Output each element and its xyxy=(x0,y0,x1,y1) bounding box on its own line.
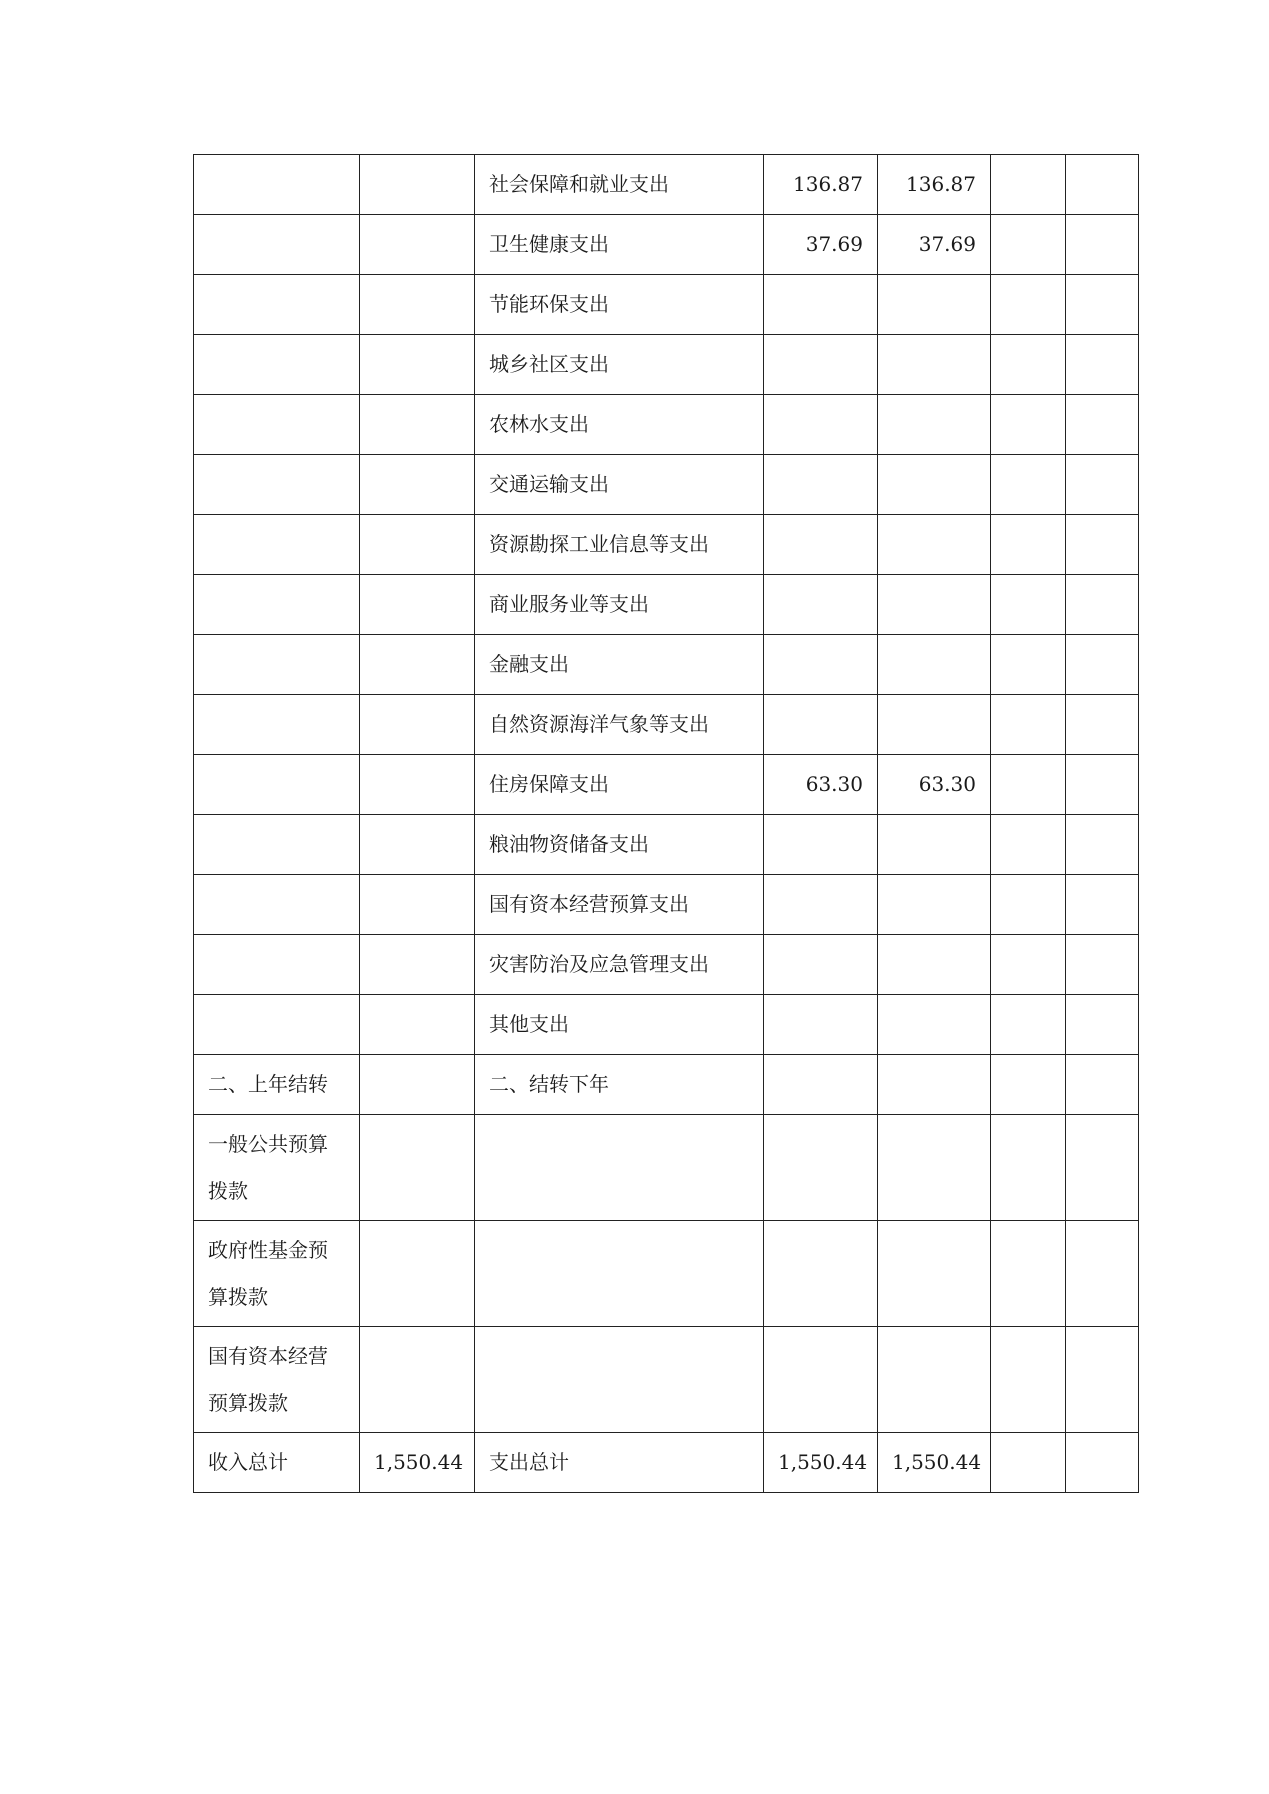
expense-fund-budget-cell xyxy=(991,275,1066,335)
income-item-cell xyxy=(194,815,360,875)
income-amount-cell: 1,550.44 xyxy=(360,1433,475,1493)
expense-total-cell xyxy=(764,695,878,755)
income-item-cell xyxy=(194,755,360,815)
expense-item-cell: 农林水支出 xyxy=(475,395,764,455)
expense-total-cell xyxy=(764,875,878,935)
income-amount-cell xyxy=(360,155,475,215)
expense-fund-budget-cell xyxy=(991,1115,1066,1221)
expense-state-capital-cell xyxy=(1066,695,1139,755)
income-item-cell: 收入总计 xyxy=(194,1433,360,1493)
income-amount-cell xyxy=(360,1327,475,1433)
income-amount-cell xyxy=(360,515,475,575)
expense-fund-budget-cell xyxy=(991,395,1066,455)
expense-general-budget-cell xyxy=(878,1327,991,1433)
table-row xyxy=(194,275,1139,335)
expense-state-capital-cell xyxy=(1066,215,1139,275)
expense-item-cell: 社会保障和就业支出 xyxy=(475,155,764,215)
expense-state-capital-cell xyxy=(1066,1115,1139,1221)
table-row xyxy=(194,1221,1139,1327)
income-amount-cell xyxy=(360,395,475,455)
income-amount-cell xyxy=(360,935,475,995)
expense-item-cell: 国有资本经营预算支出 xyxy=(475,875,764,935)
income-item-cell xyxy=(194,155,360,215)
income-item-cell xyxy=(194,215,360,275)
income-item-cell: 二、上年结转 xyxy=(194,1055,360,1115)
table-row xyxy=(194,155,1139,215)
expense-fund-budget-cell xyxy=(991,695,1066,755)
expense-state-capital-cell xyxy=(1066,155,1139,215)
table-row xyxy=(194,1433,1139,1493)
expense-fund-budget-cell xyxy=(991,935,1066,995)
expense-state-capital-cell xyxy=(1066,1327,1139,1433)
expense-state-capital-cell xyxy=(1066,935,1139,995)
expense-total-cell xyxy=(764,335,878,395)
income-amount-cell xyxy=(360,1221,475,1327)
expense-general-budget-cell xyxy=(878,1221,991,1327)
expense-fund-budget-cell xyxy=(991,335,1066,395)
expense-item-cell xyxy=(475,1327,764,1433)
expense-state-capital-cell xyxy=(1066,995,1139,1055)
income-amount-cell xyxy=(360,575,475,635)
income-item-cell: 政府性基金预算拨款 xyxy=(194,1221,360,1327)
expense-total-cell xyxy=(764,1327,878,1433)
expense-fund-budget-cell xyxy=(991,155,1066,215)
income-item-cell xyxy=(194,455,360,515)
expense-item-cell: 粮油物资储备支出 xyxy=(475,815,764,875)
expense-state-capital-cell xyxy=(1066,1221,1139,1327)
table-row xyxy=(194,1115,1139,1221)
expense-item-cell: 二、结转下年 xyxy=(475,1055,764,1115)
expense-general-budget-cell xyxy=(878,635,991,695)
expense-state-capital-cell xyxy=(1066,335,1139,395)
table-row xyxy=(194,995,1139,1055)
table-row xyxy=(194,335,1139,395)
income-amount-cell xyxy=(360,815,475,875)
income-item-cell: 国有资本经营预算拨款 xyxy=(194,1327,360,1433)
income-amount-cell xyxy=(360,215,475,275)
expense-total-cell: 37.69 xyxy=(764,215,878,275)
table-row xyxy=(194,755,1139,815)
expense-total-cell xyxy=(764,1115,878,1221)
expense-item-cell: 商业服务业等支出 xyxy=(475,575,764,635)
income-amount-cell xyxy=(360,755,475,815)
expense-state-capital-cell xyxy=(1066,815,1139,875)
expense-total-cell xyxy=(764,515,878,575)
table-row xyxy=(194,395,1139,455)
expense-item-cell: 城乡社区支出 xyxy=(475,335,764,395)
expense-general-budget-cell xyxy=(878,875,991,935)
expense-state-capital-cell xyxy=(1066,455,1139,515)
expense-total-cell: 1,550.44 xyxy=(764,1433,878,1493)
expense-item-cell: 金融支出 xyxy=(475,635,764,695)
table-row xyxy=(194,875,1139,935)
expense-general-budget-cell xyxy=(878,395,991,455)
budget-table xyxy=(193,154,1139,1493)
table-row xyxy=(194,455,1139,515)
expense-total-cell: 63.30 xyxy=(764,755,878,815)
expense-general-budget-cell: 37.69 xyxy=(878,215,991,275)
expense-total-cell xyxy=(764,995,878,1055)
expense-total-cell xyxy=(764,575,878,635)
expense-state-capital-cell xyxy=(1066,755,1139,815)
expense-state-capital-cell xyxy=(1066,875,1139,935)
expense-state-capital-cell xyxy=(1066,1433,1139,1493)
table-row xyxy=(194,1327,1139,1433)
expense-general-budget-cell xyxy=(878,1055,991,1115)
expense-total-cell xyxy=(764,1221,878,1327)
budget-table-body xyxy=(194,155,1139,1493)
income-amount-cell xyxy=(360,1055,475,1115)
expense-general-budget-cell xyxy=(878,935,991,995)
expense-general-budget-cell xyxy=(878,815,991,875)
expense-general-budget-cell xyxy=(878,995,991,1055)
expense-state-capital-cell xyxy=(1066,515,1139,575)
expense-state-capital-cell xyxy=(1066,575,1139,635)
expense-general-budget-cell xyxy=(878,695,991,755)
expense-total-cell xyxy=(764,635,878,695)
expense-item-cell: 其他支出 xyxy=(475,995,764,1055)
income-item-cell xyxy=(194,275,360,335)
income-amount-cell xyxy=(360,455,475,515)
expense-item-cell: 住房保障支出 xyxy=(475,755,764,815)
income-item-cell xyxy=(194,575,360,635)
expense-fund-budget-cell xyxy=(991,755,1066,815)
expense-state-capital-cell xyxy=(1066,275,1139,335)
expense-fund-budget-cell xyxy=(991,215,1066,275)
income-amount-cell xyxy=(360,275,475,335)
income-item-cell xyxy=(194,695,360,755)
expense-general-budget-cell xyxy=(878,515,991,575)
expense-item-cell: 资源勘探工业信息等支出 xyxy=(475,515,764,575)
income-amount-cell xyxy=(360,335,475,395)
income-item-cell xyxy=(194,515,360,575)
expense-general-budget-cell xyxy=(878,1115,991,1221)
expense-total-cell xyxy=(764,455,878,515)
expense-general-budget-cell xyxy=(878,275,991,335)
expense-fund-budget-cell xyxy=(991,455,1066,515)
income-amount-cell xyxy=(360,1115,475,1221)
table-row xyxy=(194,1055,1139,1115)
expense-state-capital-cell xyxy=(1066,1055,1139,1115)
expense-general-budget-cell: 63.30 xyxy=(878,755,991,815)
expense-total-cell xyxy=(764,275,878,335)
expense-item-cell: 卫生健康支出 xyxy=(475,215,764,275)
expense-fund-budget-cell xyxy=(991,1221,1066,1327)
income-item-cell: 一般公共预算拨款 xyxy=(194,1115,360,1221)
expense-total-cell xyxy=(764,1055,878,1115)
expense-general-budget-cell xyxy=(878,575,991,635)
expense-fund-budget-cell xyxy=(991,515,1066,575)
expense-total-cell xyxy=(764,935,878,995)
income-amount-cell xyxy=(360,695,475,755)
expense-item-cell: 节能环保支出 xyxy=(475,275,764,335)
table-row xyxy=(194,695,1139,755)
table-row xyxy=(194,635,1139,695)
income-item-cell xyxy=(194,635,360,695)
expense-fund-budget-cell xyxy=(991,995,1066,1055)
expense-state-capital-cell xyxy=(1066,395,1139,455)
expense-fund-budget-cell xyxy=(991,1327,1066,1433)
income-item-cell xyxy=(194,935,360,995)
expense-item-cell: 自然资源海洋气象等支出 xyxy=(475,695,764,755)
expense-total-cell: 136.87 xyxy=(764,155,878,215)
expense-item-cell xyxy=(475,1115,764,1221)
expense-item-cell xyxy=(475,1221,764,1327)
expense-item-cell: 支出总计 xyxy=(475,1433,764,1493)
income-amount-cell xyxy=(360,635,475,695)
table-row xyxy=(194,215,1139,275)
table-row xyxy=(194,575,1139,635)
income-amount-cell xyxy=(360,875,475,935)
table-row xyxy=(194,815,1139,875)
expense-general-budget-cell xyxy=(878,455,991,515)
expense-fund-budget-cell xyxy=(991,1433,1066,1493)
expense-fund-budget-cell xyxy=(991,635,1066,695)
income-item-cell xyxy=(194,395,360,455)
expense-general-budget-cell: 1,550.44 xyxy=(878,1433,991,1493)
income-item-cell xyxy=(194,335,360,395)
income-amount-cell xyxy=(360,995,475,1055)
expense-total-cell xyxy=(764,395,878,455)
expense-fund-budget-cell xyxy=(991,815,1066,875)
expense-item-cell: 交通运输支出 xyxy=(475,455,764,515)
expense-general-budget-cell xyxy=(878,335,991,395)
expense-fund-budget-cell xyxy=(991,575,1066,635)
income-item-cell xyxy=(194,875,360,935)
expense-total-cell xyxy=(764,815,878,875)
table-row xyxy=(194,515,1139,575)
expense-state-capital-cell xyxy=(1066,635,1139,695)
expense-fund-budget-cell xyxy=(991,1055,1066,1115)
expense-item-cell: 灾害防治及应急管理支出 xyxy=(475,935,764,995)
expense-general-budget-cell: 136.87 xyxy=(878,155,991,215)
expense-fund-budget-cell xyxy=(991,875,1066,935)
table-row xyxy=(194,935,1139,995)
income-item-cell xyxy=(194,995,360,1055)
